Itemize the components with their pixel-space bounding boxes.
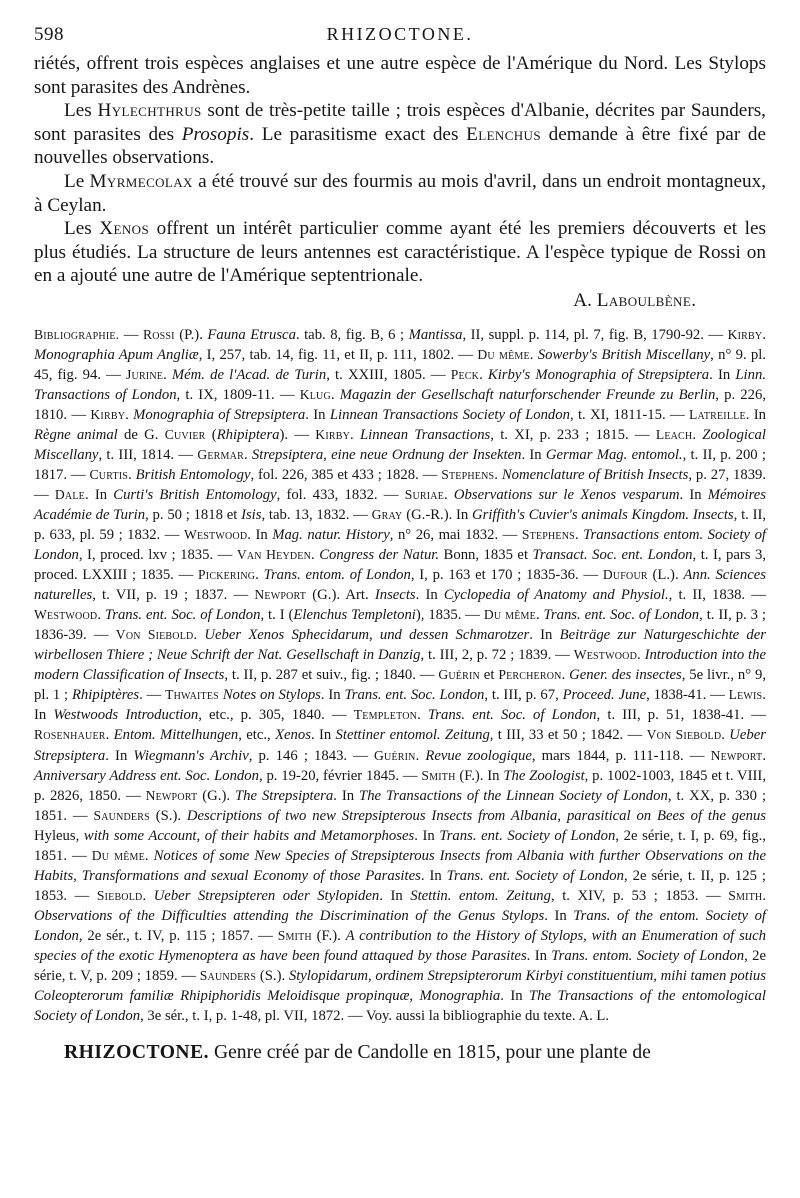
small-caps-text: Lewis	[728, 687, 763, 703]
small-caps-text: Thwaites	[165, 687, 219, 703]
italic-text: The Strepsiptera	[234, 787, 334, 804]
text-run: ). —	[279, 426, 316, 443]
small-caps-text: Newport	[254, 587, 307, 603]
text-run: .	[193, 627, 205, 644]
text-run: .	[762, 747, 766, 764]
running-title: RHIZOCTONE.	[326, 24, 474, 44]
text-run: , etc.,	[238, 727, 276, 744]
italic-text: Transactions entom. Society of London	[34, 527, 766, 564]
italic-text: Gener. des insectes	[569, 667, 682, 684]
text-run: .	[721, 727, 730, 744]
text-run: A.	[573, 289, 597, 311]
italic-text: Mag. natur. History	[272, 527, 390, 543]
italic-text: Magazin der Gesellschaft naturforschender Freunde zu Berlin	[339, 386, 716, 403]
small-caps-text: Guérin	[438, 667, 480, 683]
italic-text: Trans. ent. Soc. of London	[104, 607, 261, 624]
italic-text: Ueber Strepsiptera	[34, 727, 767, 764]
text-run: . In	[745, 406, 767, 423]
small-caps-text: Newport	[145, 787, 198, 803]
text-run: , t. II, p. 3 ; 1836-39. —	[34, 607, 766, 644]
small-caps-text: Guérin	[374, 747, 416, 763]
italic-text: The Zoologist	[503, 767, 585, 784]
text-run: (	[205, 426, 217, 443]
text-run: (G.).	[197, 787, 235, 804]
italic-text: Ueber Strepsipteren oder Stylopiden	[153, 887, 380, 904]
text-run: , I, 257, tab. 14, fig. 11, et II, p. 111, 1802. —	[198, 346, 478, 363]
italic-text: Xenos	[275, 727, 311, 744]
italic-text: Ann. Sciences naturelles	[34, 567, 767, 604]
text-run: —	[119, 326, 143, 343]
text-run: .	[692, 426, 703, 443]
text-run: .	[105, 727, 114, 744]
text-run: .	[142, 887, 154, 904]
italic-text: Ueber Xenos Sphecidarum, und dessen Schmarotzer	[204, 627, 530, 644]
text-run: .	[444, 486, 454, 503]
text-run: (L.).	[647, 567, 684, 584]
text-run: . In	[305, 406, 330, 423]
text-run: . In	[521, 446, 546, 463]
italic-text: Trans. entom. of London	[263, 567, 411, 584]
text-run: de G.	[117, 426, 165, 443]
small-caps-text: Kirby	[727, 326, 763, 342]
italic-text: Introduction into the modern Classification of Insects	[34, 647, 767, 684]
italic-text: Trans. entom. Society of London	[551, 947, 745, 964]
text-run: .	[163, 366, 172, 383]
text-run: , t. IX, 1809-11. —	[176, 386, 300, 403]
paragraph	[34, 52, 766, 99]
small-caps-text: Percheron	[498, 667, 562, 683]
text-run: (P.).	[174, 326, 208, 343]
text-run: . In	[679, 486, 708, 503]
small-caps-text: Hylechthrus	[97, 100, 202, 122]
text-run: . In	[529, 627, 560, 644]
text-run: .	[144, 847, 154, 864]
italic-text: Curti's British Entomology	[113, 486, 277, 503]
italic-text: Rhipiptères	[71, 687, 140, 704]
text-run: , t. XX, p. 330 ; 1851. —	[34, 787, 767, 824]
page-header	[34, 18, 766, 48]
text-run: .	[243, 446, 252, 463]
italic-text: The Transactions of the Linnean Society of London	[359, 787, 668, 804]
text-run: . In	[544, 907, 574, 924]
text-run: .	[574, 527, 584, 543]
small-caps-text: Curtis	[89, 466, 129, 482]
small-caps-text: Cuvier	[164, 426, 206, 442]
text-run: . In	[310, 727, 336, 744]
italic-text: Stettiner entomol. Zeitung	[335, 727, 490, 744]
author-signature	[34, 289, 766, 313]
italic-text: Isis	[241, 506, 262, 523]
italic-text: Rhipiptera	[216, 426, 280, 443]
text-run: , 1838-41. —	[646, 687, 729, 704]
small-caps-text: Peck	[450, 366, 480, 382]
italic-text: Trans. ent. Soc. of London	[427, 707, 597, 724]
entry-text: Genre créé par de Candolle en 1815, pour une plante de	[209, 1042, 651, 1064]
text-run: , n° 9. pl. 45, fig. 94. —	[34, 346, 766, 383]
small-caps-text: Leach	[655, 426, 693, 442]
italic-text: Monographia Apum Angliæ	[34, 346, 199, 363]
text-run: .	[494, 466, 502, 483]
small-caps-text: Smith	[421, 767, 456, 783]
italic-text: Mém. de l'Acad. de Turin	[171, 366, 327, 383]
text-run: , t. I, pars 3, proced. LXXIII ; 1835. —	[34, 547, 767, 584]
italic-text: Anniversary Address ent. Soc. London	[34, 767, 259, 784]
small-caps-text: Germar	[197, 446, 244, 462]
article-body	[34, 52, 766, 313]
text-run: (G.). Art.	[306, 587, 375, 604]
small-caps-text: Dale	[54, 486, 85, 502]
text-run: . In	[526, 947, 552, 964]
italic-text: Westwoods Introduction	[53, 707, 199, 724]
text-run: .	[561, 667, 570, 684]
entry-headword: RHIZOCTONE.	[64, 1042, 210, 1064]
italic-text: Fauna Etrusca	[207, 326, 296, 343]
text-run: , t. III, p. 51, 1838-41. —	[596, 707, 766, 724]
paragraph	[34, 99, 766, 170]
italic-text: Observations sur le Xenos vesparum	[453, 486, 680, 503]
text-run: , t. III, 1814. —	[98, 446, 198, 463]
text-run: , n° 26, mai 1832. —	[389, 527, 522, 543]
italic-text: Nomenclature of British Insects	[501, 466, 689, 483]
paragraph	[34, 170, 766, 217]
text-run: , 3e sér., t. I, p. 1-48, pl. VII, 1872. — Voy. aussi la bibliographie du texte. A. L.	[140, 1008, 610, 1025]
text-run: , I, proced. lxv ; 1835. —	[78, 547, 237, 564]
italic-text: Trans. ent. Soc. London	[344, 687, 485, 704]
text-run: , p. 226, 1810. —	[34, 386, 767, 423]
italic-text: Linnean Transactions	[359, 426, 491, 443]
small-caps-text: Stephens	[441, 466, 495, 482]
text-run: . In	[105, 747, 134, 764]
small-caps-text: Gray	[371, 506, 403, 522]
text-run: Bonn, 1835 et	[439, 547, 533, 564]
italic-text: Insects	[374, 587, 416, 604]
italic-text: Monographia of Strepsiptera	[133, 406, 306, 423]
text-run: , t. I (	[260, 607, 294, 624]
text-run: , p. 146 ; 1843. —	[248, 747, 375, 764]
text-run: , mars 1844, p. 111-118. —	[531, 747, 711, 764]
text-run: , t. VII, p. 19 ; 1837. —	[92, 587, 255, 604]
text-run: .	[762, 326, 767, 343]
small-caps-text: Siebold	[96, 887, 143, 903]
small-caps-text: Elenchus	[466, 123, 541, 145]
text-run: , t III, 33 et 50 ; 1842. —	[489, 727, 647, 744]
italic-text: Trans. ent. Society of London	[446, 867, 624, 884]
text-run: .	[350, 426, 360, 443]
italic-text: Linnean Transactions Society of London	[329, 406, 570, 423]
text-run: . In	[333, 787, 360, 804]
italic-text: Trans. ent. Soc. of London	[543, 607, 700, 624]
small-caps-text: Stephens	[521, 527, 575, 542]
text-run: et	[479, 667, 499, 684]
text-run: , t. II, p. 200 ; 1817. —	[34, 446, 766, 483]
text-run: , t. XI, 1811-15. —	[569, 406, 689, 423]
text-run: .	[529, 346, 538, 363]
italic-text: with some Account, of their habits and Metamorphoses	[83, 827, 415, 844]
italic-text: Linn. Transactions of London	[34, 366, 766, 403]
text-run: .	[417, 707, 428, 724]
italic-text: Trans. ent. Society of London	[439, 827, 616, 844]
italic-text: Beiträge zur Naturgeschichte der wirbellosen Thiere ; Neue Schrift der Nat. Gesellschaft in Danzig	[34, 627, 766, 664]
small-caps-text: Laboulbène	[596, 289, 692, 311]
text-run: , 2e série, t. II, p. 125 ; 1853. —	[34, 867, 766, 904]
italic-text: Mantissa	[408, 326, 463, 343]
small-caps-text: Saunders	[199, 968, 257, 984]
small-caps-text: Pickering	[198, 567, 256, 583]
text-run: , t. II, p. 287 et suiv., fig. ; 1840. —	[224, 667, 439, 684]
small-caps-text: Dufour	[602, 567, 648, 583]
text-run: Les	[64, 218, 100, 240]
text-run: , t. III, p. 67,	[484, 687, 563, 704]
small-caps-text: Suriae	[404, 486, 445, 502]
italic-text: Entom. Mittelhungen	[113, 727, 239, 744]
text-run: , etc., p. 305, 1840. —	[198, 707, 354, 724]
text-run: .	[97, 607, 105, 624]
text-run: .	[691, 289, 696, 311]
text-run: , t. XIV, p. 53 ; 1853. —	[550, 887, 729, 904]
small-caps-text: Myrmecolax	[89, 170, 193, 192]
text-run: riétés, offrent trois espèces anglaises et une autre espèce de l'Amérique du Nord. Les Stylops sont parasites des Andrènes.	[34, 53, 766, 98]
text-run: sont de très-petite taille ; trois espèces d'Albanie, décrites par Saunders, sont parasites des	[34, 100, 766, 145]
text-run: .	[255, 567, 264, 584]
text-run: , p. 1002-1003, 1845 et t. VIII, p. 2826, 1850. —	[34, 767, 766, 804]
text-run: , tab. 13, 1832. —	[261, 506, 372, 523]
small-caps-text: Du même	[91, 847, 145, 863]
text-run: , t. XXIII, 1805. —	[326, 366, 451, 383]
text-run: demande à être fixé par de nouvelles observations.	[34, 123, 767, 169]
text-run: . In	[34, 687, 766, 724]
small-caps-text: Klug	[299, 386, 331, 402]
text-run: .	[637, 647, 645, 664]
text-run: Le	[64, 170, 90, 192]
text-run: . In	[709, 366, 736, 383]
text-run: , t. II, p. 633, pl. 59 ; 1832. —	[34, 506, 767, 543]
italic-text: Kirby's Monographia of Strepsiptera	[487, 366, 710, 383]
text-run: (S.).	[256, 968, 289, 985]
text-run: , t. III, 2, p. 72 ; 1839. —	[420, 647, 574, 664]
italic-text: Wiegmann's Archiv	[133, 747, 249, 764]
text-run: .	[762, 887, 767, 904]
text-run: . In	[414, 827, 440, 844]
text-run: . In	[500, 988, 530, 1005]
italic-text: Zoological Miscellany	[34, 426, 766, 463]
text-run: Les	[64, 100, 98, 122]
italic-text: Règne animal	[34, 426, 118, 443]
small-caps-text: Smith	[277, 927, 312, 943]
small-caps-text: Saunders	[93, 807, 150, 823]
text-run: offrent un intérêt particulier comme ayant été les premiers découverts et les plus étudiés. La structure de leurs antennes est caractéristique. A l'espèce typique de Rossi on en a ajouté une autre de l'Amérique septentrionale.	[34, 218, 766, 287]
small-caps-text: Du même	[477, 346, 530, 362]
text-run: , p. 50 ; 1818 et	[145, 506, 242, 523]
text-run: , t. XI, p. 233 ; 1815. —	[490, 426, 656, 443]
italic-text: British Entomology	[135, 466, 251, 483]
text-run: (G.-R.). In	[402, 506, 473, 523]
text-run: , II, suppl. p. 114, pl. 7, fig. B, 1790-92. —	[462, 326, 728, 343]
small-caps-text: Templeton	[353, 707, 418, 723]
text-run: . In	[420, 867, 447, 884]
text-run: , fol. 226, 385 et 433 ; 1828. —	[250, 466, 442, 483]
text-run: . In	[247, 527, 273, 543]
small-caps-text: Latreille	[689, 406, 746, 422]
small-caps-text: Rosenhauer	[34, 727, 106, 743]
small-caps-text: Bibliographie.	[34, 326, 120, 342]
small-caps-text: Van Heyden	[236, 547, 312, 563]
text-run: , 2e sér., t. IV, p. 115 ; 1857. —	[78, 927, 278, 944]
italic-text: Mémoires Académie de Turin	[34, 486, 766, 523]
text-run: , p. 27, 1839. —	[34, 466, 767, 503]
paragraph	[34, 217, 766, 288]
text-run: .	[479, 366, 488, 383]
text-run: .	[128, 466, 136, 483]
text-run: , 2e série, t. V, p. 209 ; 1859. —	[34, 947, 766, 985]
text-run: , p. 19-20, février 1845. —	[258, 767, 422, 784]
text-run: , fol. 433, 1832. —	[276, 486, 405, 503]
text-run: . Le parasitisme exact des	[249, 123, 467, 145]
text-run: , t. II, 1838. —	[668, 587, 766, 604]
text-run: , I, p. 163 et 170 ; 1835-36. —	[410, 567, 603, 584]
text-run: , 2e série, t. I, p. 69, fig., 1851. —	[34, 827, 766, 864]
italic-text: The Transactions of the entomological Society of London	[34, 988, 766, 1025]
italic-text: Congress der Natur.	[319, 547, 440, 564]
text-run: . In	[320, 687, 345, 704]
small-caps-text: Westwood	[573, 647, 637, 663]
text-run: Hyleus,	[34, 827, 84, 844]
italic-text: Elenchus Templetoni	[293, 607, 416, 624]
italic-text: Strepsiptera, eine neue Ordnung der Insekten	[251, 446, 522, 463]
italic-text: Observations of the Difficulties attending the Discrimination of the Genus Stylops	[34, 907, 545, 924]
text-run: . In	[379, 887, 411, 904]
text-run: . —	[139, 687, 166, 704]
italic-text: Trans. of the entom. Society of London	[34, 907, 766, 944]
italic-text: Notices of some New Species of Strepsipterous Insects from Albania with further Observations on the Habits, Transformations and sexual Economy of those Parasites	[34, 847, 766, 884]
italic-text: Cyclopedia of Anatomy and Physiol.	[443, 587, 669, 604]
small-caps-text: Von Siebold	[115, 627, 194, 643]
text-run: .	[415, 747, 426, 764]
small-caps-text: Du même	[483, 607, 536, 623]
italic-text: Griffith's Cuvier's animals Kingdom. Insects	[472, 506, 734, 523]
italic-text: Sowerby's British Miscellany	[537, 346, 711, 363]
small-caps-text: Rossi	[142, 326, 175, 342]
text-run: .	[125, 406, 134, 423]
small-caps-text: Kirby	[315, 426, 351, 442]
small-caps-text: Jurine	[126, 366, 164, 382]
small-caps-text: Kirby	[90, 406, 126, 422]
text-run: ), 1835. —	[415, 607, 484, 624]
italic-text: A contribution to the History of Stylops, with an Enumeration of such species of the exotic Hymenoptera as have been found attaqued by those Parasites	[34, 927, 767, 964]
text-run: .	[535, 607, 544, 624]
small-caps-text: Von Siebold	[646, 727, 722, 743]
italic-text: Notes on Stylops	[222, 687, 321, 704]
text-run: .	[311, 547, 320, 564]
small-caps-text: Newport	[710, 747, 763, 763]
text-run: a été trouvé sur des fourmis au mois d'avril, dans un endroit montagneux, à Ceylan.	[34, 170, 766, 216]
small-caps-text: Westwood	[183, 527, 248, 542]
page-number: 598	[34, 24, 64, 45]
text-run: . tab. 8, fig. B, 6 ;	[295, 326, 409, 343]
bibliography	[34, 325, 766, 1027]
small-caps-text: Westwood	[34, 607, 98, 623]
text-run: . In	[415, 587, 444, 604]
italic-text: Revue zoologique	[425, 747, 532, 764]
text-run: , 5e livr., n° 9, pl. 1 ;	[34, 667, 767, 704]
next-entry	[34, 1041, 766, 1065]
italic-text: Prosopis	[181, 123, 250, 145]
text-run: . In	[84, 486, 114, 503]
small-caps-text: Smith	[728, 887, 763, 903]
italic-text: Transact. Soc. ent. London	[532, 547, 693, 564]
text-run: (S.).	[149, 807, 187, 824]
text-run: (F.).	[311, 927, 346, 944]
italic-text: Descriptions of two new Strepsipterous Insects from Albania, parasitical on Bees of the genus	[186, 807, 766, 824]
italic-text: Proceed. June	[562, 687, 647, 704]
small-caps-text: Xenos	[99, 218, 150, 240]
italic-text: Stettin. entom. Zeitung	[410, 887, 551, 904]
italic-text: Germar Mag. entomol.	[545, 446, 683, 463]
text-run: (F.). In	[455, 767, 504, 784]
text-run: .	[330, 386, 340, 403]
italic-text: Stylopidarum, ordinem Strepsipterorum Kirbyi constituentium, mihi tamen potius Coleopterorum familiæ Rhipiphoridis Meloidisque propinquæ, Monographia	[34, 968, 766, 1005]
